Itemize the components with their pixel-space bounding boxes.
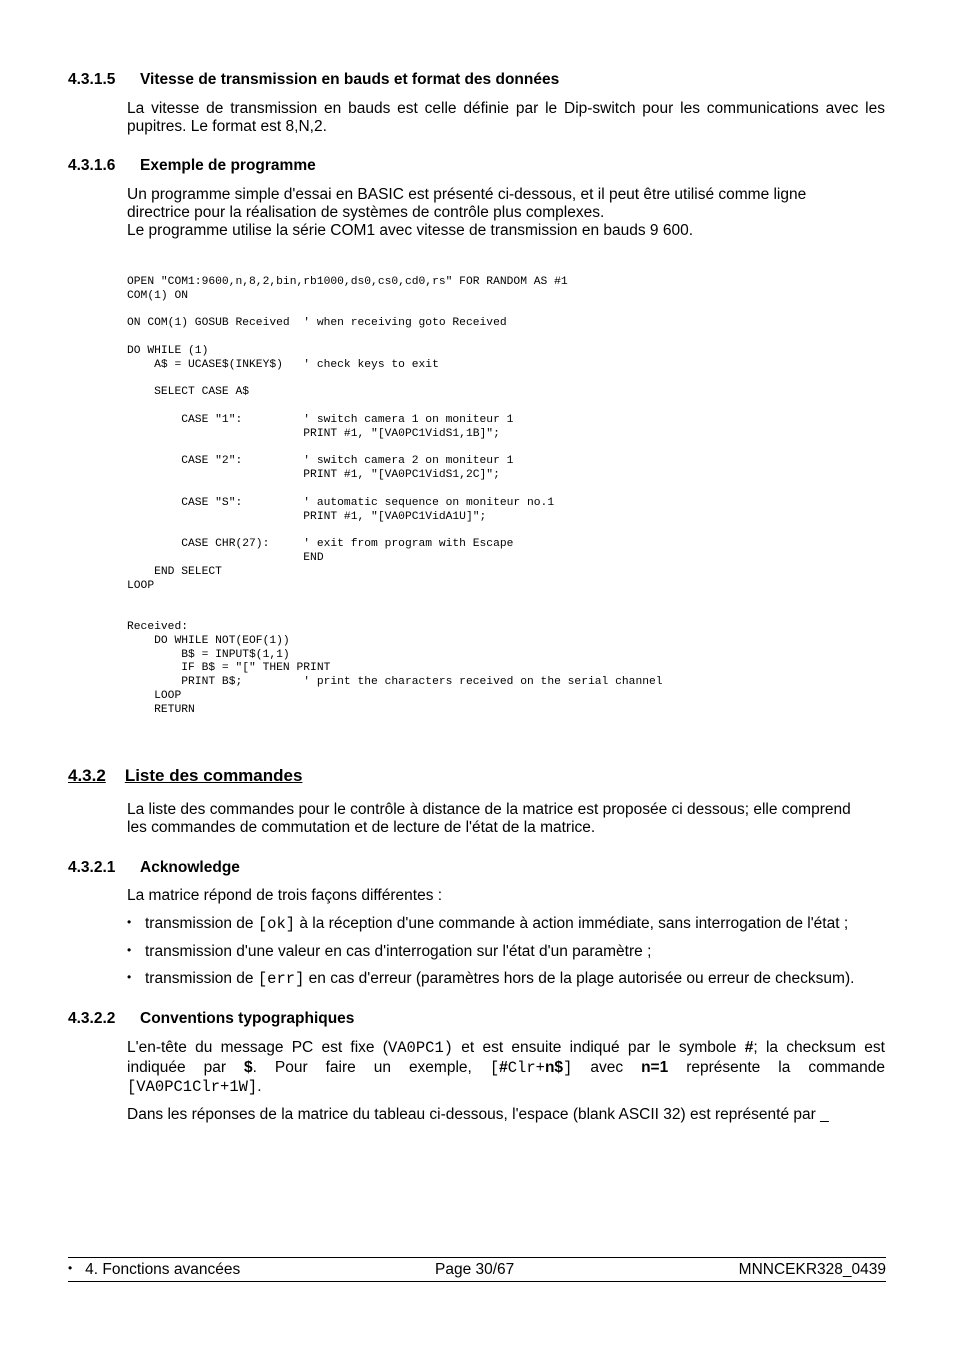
bold-symbol: n=1 bbox=[641, 1059, 669, 1076]
heading-4321 bbox=[68, 859, 240, 877]
heading-number: 4.3.2.1 bbox=[68, 859, 116, 876]
text-run: indiquée par bbox=[127, 1059, 244, 1076]
paragraph-line bbox=[127, 1059, 885, 1077]
paragraph-line bbox=[127, 1078, 885, 1096]
paragraph-line: directrice pour la réalisation de systèmes de contrôle plus complexes. bbox=[127, 204, 605, 221]
list-text: transmission de bbox=[145, 970, 258, 987]
bullet-icon: • bbox=[127, 915, 132, 929]
footer-doc-ref: MNNCEKR328_0439 bbox=[738, 1261, 886, 1278]
text-run: . bbox=[257, 1078, 262, 1095]
heading-title: Acknowledge bbox=[140, 859, 240, 876]
text-run: L'en-tête du message PC est fixe ( bbox=[127, 1039, 388, 1056]
paragraph-line: Dans les réponses de la matrice du tableau ci-dessous, l'espace (blank ASCII 32) est représenté par _ bbox=[127, 1106, 829, 1123]
heading-title: Exemple de programme bbox=[140, 157, 316, 174]
heading-number: 4.3.2.2 bbox=[68, 1010, 116, 1027]
list-item bbox=[127, 970, 854, 988]
heading-number: 4.3.1.5 bbox=[68, 71, 116, 88]
inline-code: [err] bbox=[257, 970, 305, 988]
footer-section bbox=[68, 1261, 240, 1279]
inline-code: [VA0PC1Clr+1W] bbox=[127, 1078, 258, 1096]
inline-code: VA0PC1) bbox=[387, 1039, 454, 1057]
bullet-icon: • bbox=[127, 943, 132, 957]
bold-symbol: # bbox=[499, 1059, 508, 1076]
text-run: . Pour faire un exemple, bbox=[252, 1059, 490, 1076]
bold-symbol: # bbox=[744, 1039, 754, 1056]
text-run: représente la commande bbox=[668, 1059, 885, 1076]
code-listing: OPEN "COM1:9600,n,8,2,bin,rb1000,ds0,cs0,cd0,rs" FOR RANDOM AS #1 COM(1) ON ON COM(1) GOSUB Received ' when receiving goto Received DO WHILE (1) A$ = UCASE$(INKEY$) ' check keys to exit SELECT CASE A$ CASE "1": ' switch camera 1 on moniteur 1 PRINT #1, "[VA0PC1VidS1,1B]"; CASE "2": ' switch camera 2 on moniteur 1 PRINT #1, "[VA0PC1VidS1,2C]"; CASE "S": ' automatic sequence on moniteur no.1 PRINT #1, "[VA0PC1VidA1U]"; CASE CHR(27): ' exit from program with Escape END END SELECT LOOP Received: DO WHILE NOT(EOF(1)) B$ = INPUT$(1,1) IF B$ = "[" THEN PRINT PRINT B$; ' print the characters received on the serial channel LOOP RETURN bbox=[127, 276, 663, 716]
paragraph-line bbox=[127, 1039, 885, 1057]
heading-title: Vitesse de transmission en bauds et format des données bbox=[140, 71, 560, 88]
text-run: ; la checksum est bbox=[753, 1039, 885, 1056]
list-text: transmission d'une valeur en cas d'interrogation sur l'état d'un paramètre ; bbox=[145, 943, 652, 960]
paragraph-line: Le programme utilise la série COM1 avec vitesse de transmission en bauds 9 600. bbox=[127, 222, 694, 239]
paragraph-line: Un programme simple d'essai en BASIC est présenté ci-dessous, et il peut être utilisé comme ligne bbox=[127, 186, 807, 203]
paragraph-line: les commandes de commutation et de lecture de l'état de la matrice. bbox=[127, 819, 596, 836]
inline-code: ] bbox=[563, 1059, 573, 1077]
paragraph-line: La vitesse de transmission en bauds est celle définie par le Dip-switch pour les communications avec les bbox=[127, 100, 885, 117]
text-run: avec bbox=[572, 1059, 642, 1076]
footer-section-label: 4. Fonctions avancées bbox=[85, 1261, 241, 1278]
inline-code: [ bbox=[489, 1059, 500, 1077]
paragraph-line: pupitres. Le format est 8,N,2. bbox=[127, 118, 327, 135]
footer-top-rule bbox=[68, 1257, 886, 1258]
list-text: transmission de bbox=[145, 915, 258, 932]
bold-symbol: n$ bbox=[544, 1059, 564, 1076]
heading-4316 bbox=[68, 157, 316, 175]
heading-title: Conventions typographiques bbox=[140, 1010, 355, 1027]
heading-432 bbox=[68, 766, 302, 786]
inline-code: Clr+ bbox=[507, 1059, 545, 1077]
heading-4322 bbox=[68, 1010, 354, 1028]
heading-title: Liste des commandes bbox=[124, 766, 303, 785]
paragraph-line: La matrice répond de trois façons différentes : bbox=[127, 887, 443, 904]
list-item bbox=[127, 943, 651, 961]
inline-code: [ok] bbox=[257, 915, 296, 933]
paragraph-line: La liste des commandes pour le contrôle à distance de la matrice est proposée ci dessous; elle comprend bbox=[127, 801, 851, 818]
bullet-icon: • bbox=[127, 970, 132, 984]
bullet-icon: • bbox=[68, 1261, 73, 1275]
list-text: à la réception d'une commande à action immédiate, sans interrogation de l'état ; bbox=[295, 915, 849, 932]
heading-number: 4.3.1.6 bbox=[68, 157, 116, 174]
list-text: en cas d'erreur (paramètres hors de la plage autorisée ou erreur de checksum). bbox=[304, 970, 855, 987]
footer-bottom-rule bbox=[68, 1281, 886, 1282]
bold-symbol: $ bbox=[243, 1059, 253, 1076]
list-item bbox=[127, 915, 848, 933]
footer-page-number: Page 30/67 bbox=[435, 1261, 515, 1278]
heading-4315 bbox=[68, 71, 559, 89]
text-run: et est ensuite indiqué par le symbole bbox=[453, 1039, 745, 1056]
heading-number: 4.3.2 bbox=[68, 766, 106, 785]
